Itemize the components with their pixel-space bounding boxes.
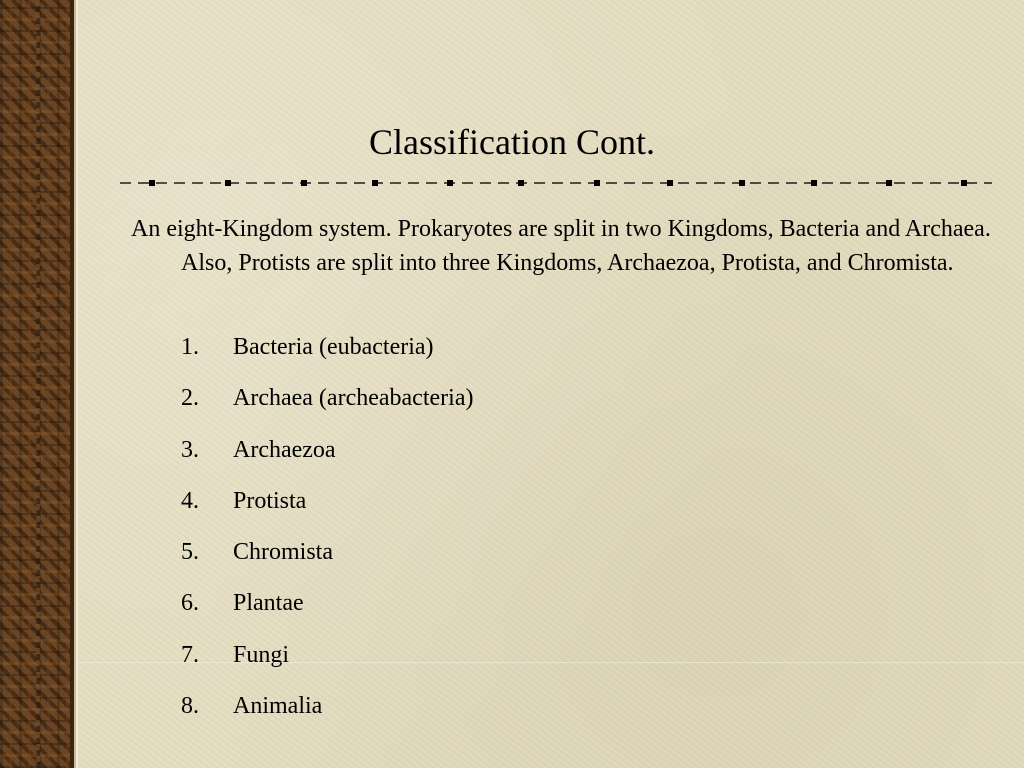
list-item [181,535,473,586]
title-divider [120,176,992,190]
divider-marker [667,180,673,186]
list-item [181,433,473,484]
divider-marker [518,180,524,186]
divider-marker [886,180,892,186]
list-item [181,381,473,432]
divider-marker [961,180,967,186]
kingdom-name: Bacteria (eubacteria) [233,334,434,360]
list-item [181,330,473,381]
list-number: 4. [181,487,199,514]
list-number: 7. [181,641,199,668]
kingdom-name: Archaezoa [233,436,336,463]
kingdom-name: Animalia [233,693,323,720]
decorative-wood-border [0,0,76,768]
list-item [181,638,473,689]
background-footer-line [78,662,1024,663]
divider-marker [372,180,378,186]
list-number: 8. [181,693,199,720]
list-number: 1. [181,334,199,360]
list-item [181,484,473,535]
intro-paragraph: An eight-Kingdom system. Prokaryotes are split in two Kingdoms, Bacteria and Archaea. Also, Protists are split into three Kingdoms, Archaezoa, Protista, and Chromista. [131,216,991,276]
list-number: 6. [181,590,199,617]
kingdom-name: Fungi [233,641,290,668]
kingdom-name: Chromista [233,539,333,566]
divider-marker [149,180,155,186]
divider-marker [594,180,600,186]
list-item [181,689,473,740]
slide-title: Classification Cont. [369,122,655,162]
kingdom-name: Archaea (archeabacteria) [233,385,474,412]
divider-marker [301,180,307,186]
divider-marker [739,180,745,186]
kingdom-list [181,330,473,740]
border-edge-line [76,0,78,768]
kingdom-name: Plantae [233,590,304,617]
kingdom-name: Protista [233,487,307,514]
divider-marker [447,180,453,186]
list-number: 3. [181,436,199,463]
list-number: 2. [181,385,199,412]
list-item [181,586,473,637]
list-number: 5. [181,539,199,566]
divider-marker [811,180,817,186]
divider-marker [225,180,231,186]
